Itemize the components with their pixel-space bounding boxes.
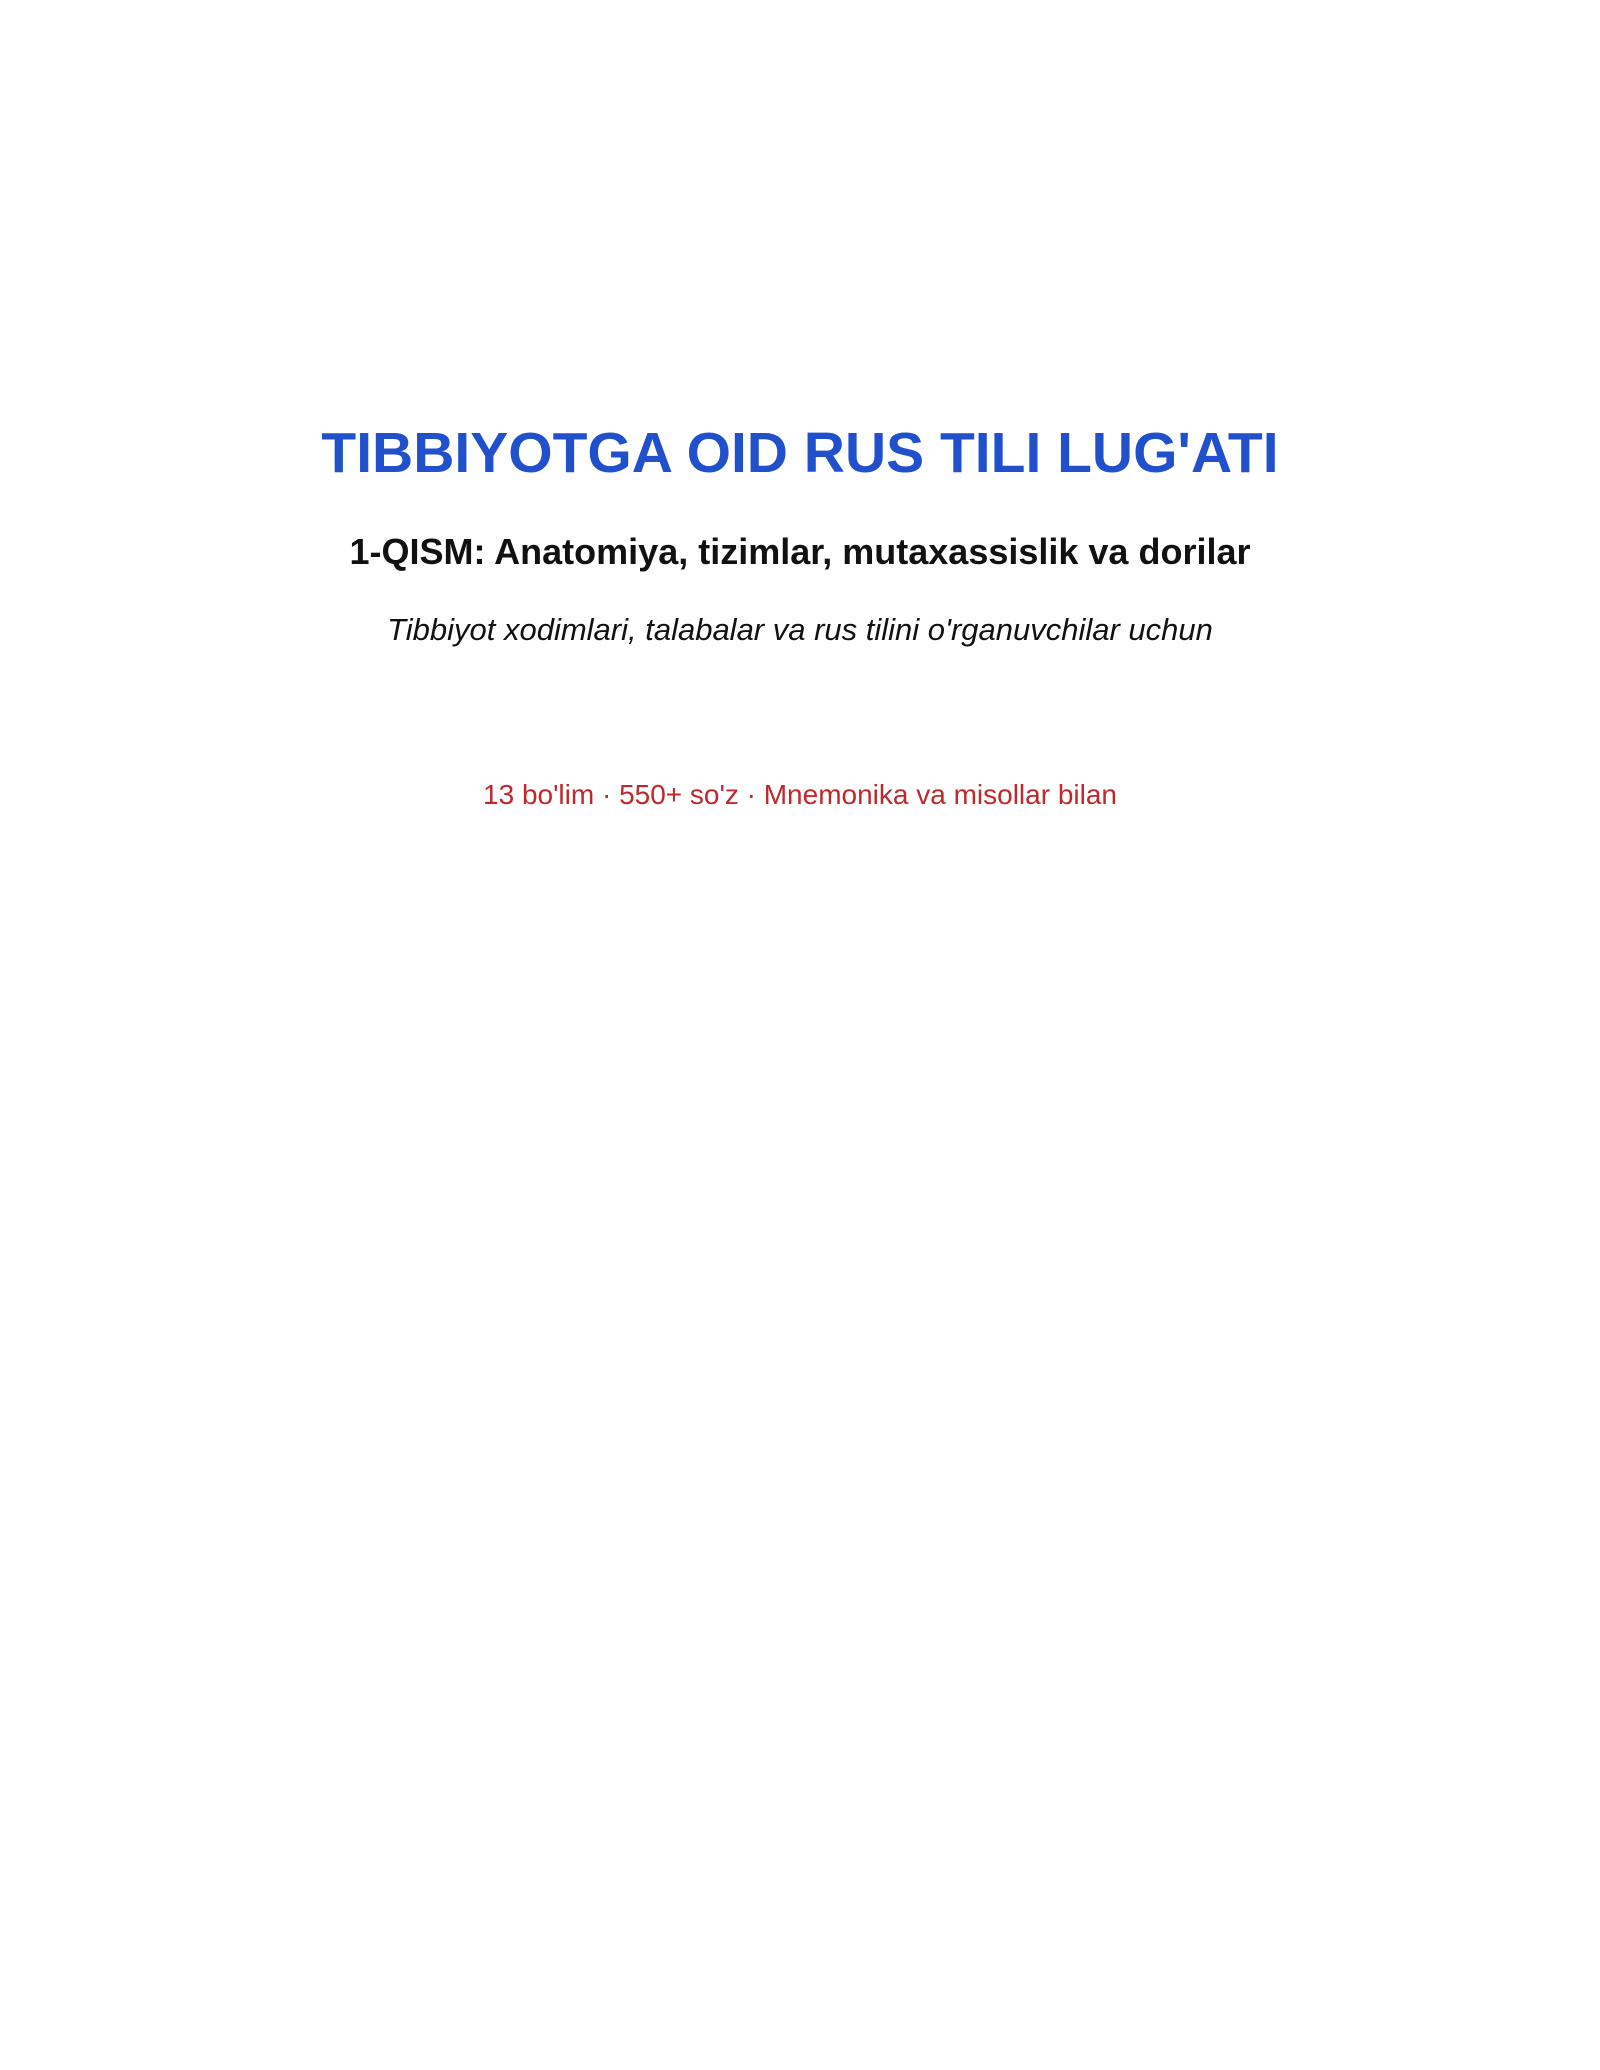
- document-subtitle: 1-QISM: Anatomiya, tizimlar, mutaxassislik va dorilar: [349, 531, 1251, 572]
- document-meta-info: 13 bo'lim · 550+ so'z · Mnemonika va misollar bilan: [483, 779, 1117, 810]
- document-tagline: Tibbiyot xodimlari, talabalar va rus tilini o'rganuvchilar uchun: [387, 612, 1213, 647]
- document-title: TIBBIYOTGA OID RUS TILI LUG'ATI: [321, 421, 1279, 485]
